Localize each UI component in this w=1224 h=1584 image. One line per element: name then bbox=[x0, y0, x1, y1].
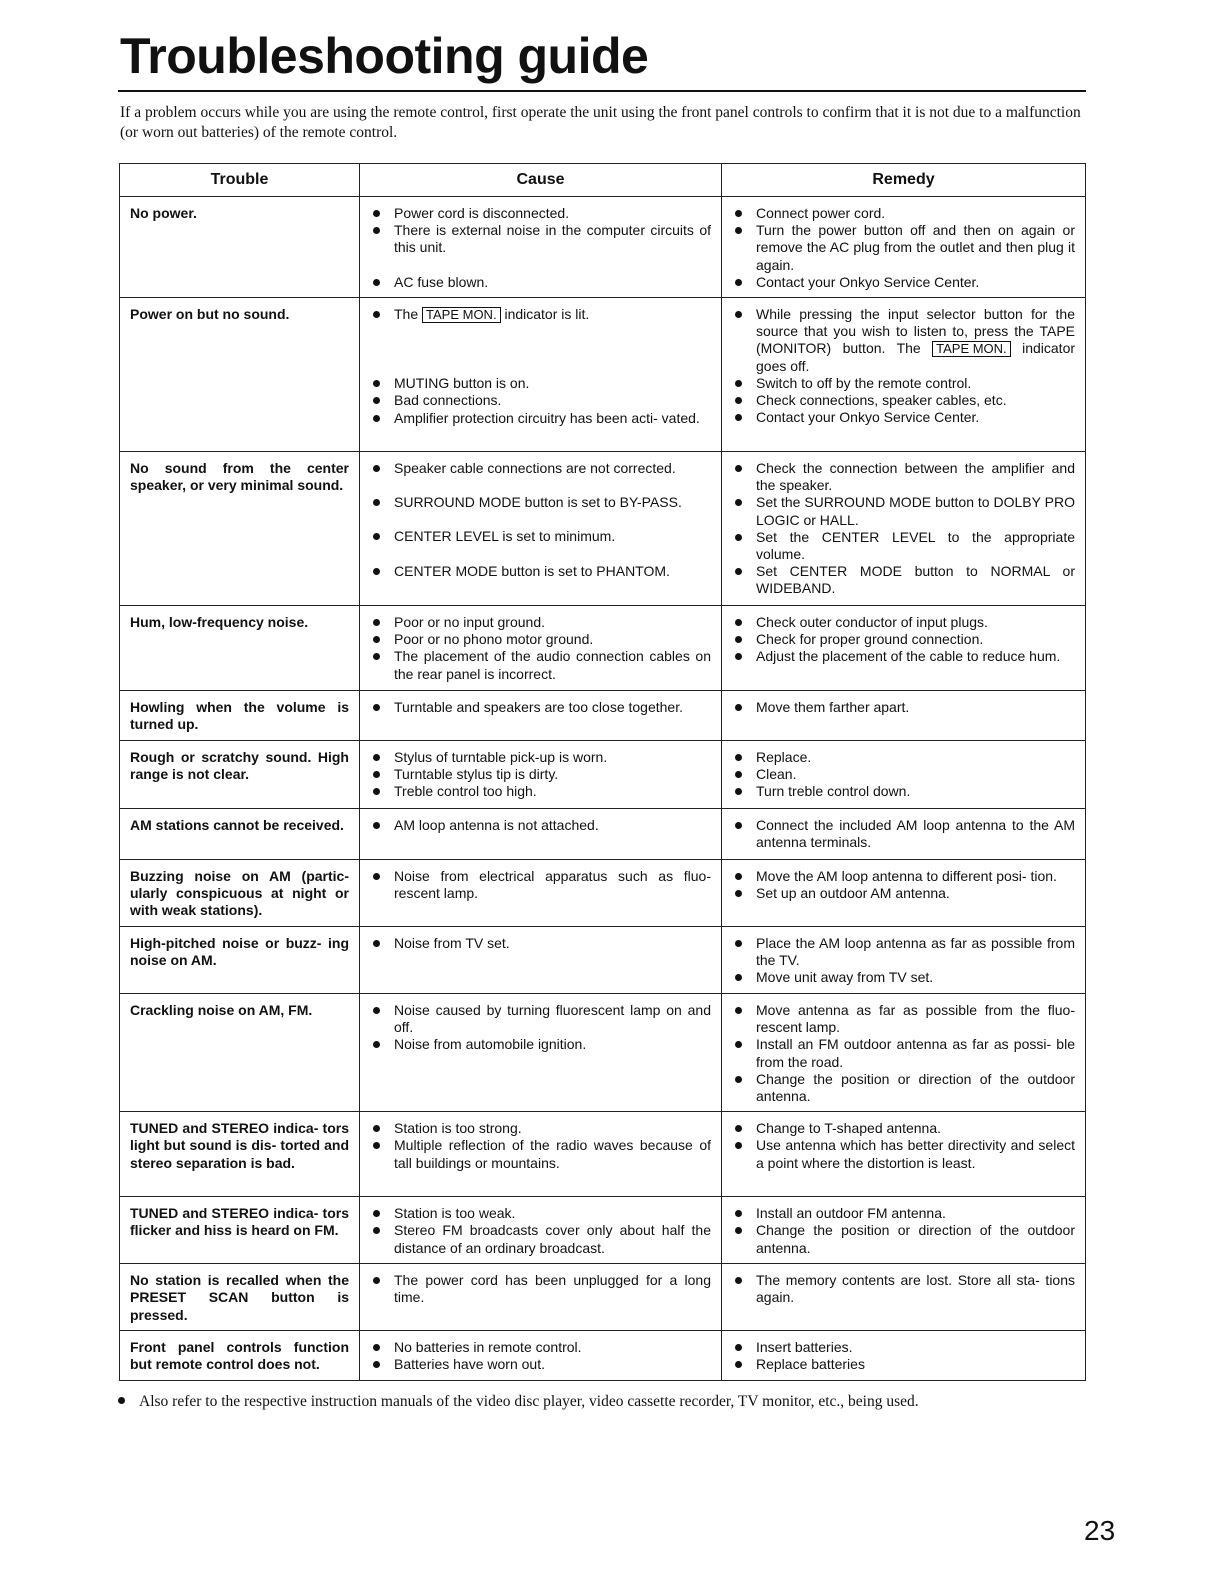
remedy-column-header: Remedy bbox=[722, 164, 1086, 197]
cause-text: indicator is lit. bbox=[504, 306, 590, 323]
trouble-cell: Buzzing noise on AM (partic- ularly conspicuous at night or with weak stations). bbox=[120, 860, 360, 927]
remedy-item: Check connections, speaker cables, etc. bbox=[732, 392, 1075, 409]
cause-cell bbox=[360, 606, 722, 691]
remedy-item: Replace. bbox=[732, 749, 1075, 766]
trouble-cell: TUNED and STEREO indica- tors flicker and hiss is heard on FM. bbox=[120, 1197, 360, 1264]
remedy-item: Check outer conductor of input plugs. bbox=[732, 614, 1075, 631]
remedy-cell bbox=[722, 809, 1086, 860]
remedy-item: Contact your Onkyo Service Center. bbox=[732, 274, 1075, 291]
remedy-item: Switch to off by the remote control. bbox=[732, 375, 1075, 392]
cause-item: Noise caused by turning fluorescent lamp on and off. bbox=[370, 1002, 711, 1036]
remedy-cell bbox=[722, 927, 1086, 994]
cause-cell bbox=[360, 197, 722, 298]
cause-item: The placement of the audio connection cables on the rear panel is incorrect. bbox=[370, 648, 711, 682]
tape-mon-indicator: TAPE MON. bbox=[422, 307, 501, 323]
cause-item: Poor or no input ground. bbox=[370, 614, 711, 631]
trouble-cell: Howling when the volume is turned up. bbox=[120, 691, 360, 741]
remedy-item: Change the position or direction of the outdoor antenna. bbox=[732, 1222, 1075, 1256]
remedy-item: Set the SURROUND MODE button to DOLBY PRO LOGIC or HALL. bbox=[732, 494, 1075, 528]
cause-item: No batteries in remote control. bbox=[370, 1339, 711, 1356]
remedy-item: Set up an outdoor AM antenna. bbox=[732, 885, 1075, 902]
cause-item: Turntable stylus tip is dirty. bbox=[370, 766, 711, 783]
remedy-item: Move antenna as far as possible from the fluo- rescent lamp. bbox=[732, 1002, 1075, 1036]
remedy-cell bbox=[722, 606, 1086, 691]
trouble-cell: Hum, low-frequency noise. bbox=[120, 606, 360, 691]
cause-item: AM loop antenna is not attached. bbox=[370, 817, 711, 834]
remedy-item: Adjust the placement of the cable to reduce hum. bbox=[732, 648, 1075, 665]
table-row bbox=[120, 1331, 1086, 1381]
table-row bbox=[120, 691, 1086, 741]
remedy-cell bbox=[722, 1331, 1086, 1381]
cause-cell bbox=[360, 927, 722, 994]
footer-note-text: Also refer to the respective instruction manuals of the video disc player, video cassette recorder, TV monitor, etc., being used. bbox=[139, 1393, 919, 1410]
cause-cell bbox=[360, 298, 722, 452]
trouble-cell: Front panel controls function but remote control does not. bbox=[120, 1331, 360, 1381]
trouble-cell: Rough or scratchy sound. High range is not clear. bbox=[120, 741, 360, 809]
cause-cell bbox=[360, 809, 722, 860]
table-row bbox=[120, 1264, 1086, 1331]
cause-item: Multiple reflection of the radio waves because of tall buildings or mountains. bbox=[370, 1137, 711, 1171]
remedy-item: Connect power cord. bbox=[732, 205, 1075, 222]
cause-item: Noise from electrical apparatus such as fluo- rescent lamp. bbox=[370, 868, 711, 902]
table-row bbox=[120, 927, 1086, 994]
cause-cell bbox=[360, 452, 722, 606]
footer-note bbox=[118, 1392, 919, 1412]
remedy-item: Insert batteries. bbox=[732, 1339, 1075, 1356]
table-row bbox=[120, 741, 1086, 809]
remedy-cell bbox=[722, 691, 1086, 741]
troubleshooting-table bbox=[119, 163, 1086, 1381]
title-rule bbox=[118, 90, 1086, 92]
remedy-item: Place the AM loop antenna as far as possible from the TV. bbox=[732, 935, 1075, 969]
remedy-suffix: indicator goes off. bbox=[756, 340, 1076, 374]
trouble-cell: No station is recalled when the PRESET SCAN button is pressed. bbox=[120, 1264, 360, 1331]
remedy-item: Turn the power button off and then on again or remove the AC plug from the outlet and then plug it again. bbox=[732, 222, 1075, 274]
remedy-item bbox=[732, 306, 1075, 375]
bullet-icon bbox=[118, 1397, 125, 1404]
cause-item: Speaker cable connections are not corrected. bbox=[370, 460, 711, 477]
remedy-item: Install an outdoor FM antenna. bbox=[732, 1205, 1075, 1222]
remedy-cell bbox=[722, 860, 1086, 927]
cause-item: There is external noise in the computer circuits of this unit. bbox=[370, 222, 711, 256]
trouble-cell: Power on but no sound. bbox=[120, 298, 360, 452]
remedy-text: While pressing the input selector button for the source that you wish to listen to, press the TAPE (MONITOR) button. The bbox=[756, 306, 1075, 357]
cause-item: Stereo FM broadcasts cover only about half the distance of an ordinary broadcast. bbox=[370, 1222, 711, 1256]
table-header-row bbox=[120, 164, 1086, 197]
cause-cell bbox=[360, 860, 722, 927]
remedy-item: Install an FM outdoor antenna as far as possi- ble from the road. bbox=[732, 1036, 1075, 1070]
remedy-item: Clean. bbox=[732, 766, 1075, 783]
table-row bbox=[120, 1112, 1086, 1197]
cause-cell bbox=[360, 691, 722, 741]
cause-item: Noise from TV set. bbox=[370, 935, 711, 952]
remedy-item: Contact your Onkyo Service Center. bbox=[732, 409, 1075, 426]
cause-item: Station is too weak. bbox=[370, 1205, 711, 1222]
remedy-cell bbox=[722, 1197, 1086, 1264]
cause-item: Station is too strong. bbox=[370, 1120, 711, 1137]
cause-cell bbox=[360, 1197, 722, 1264]
remedy-item: Move unit away from TV set. bbox=[732, 969, 1075, 986]
cause-item: MUTING button is on. bbox=[370, 375, 711, 392]
remedy-item: Move the AM loop antenna to different posi- tion. bbox=[732, 868, 1075, 885]
remedy-item: Connect the included AM loop antenna to the AM antenna terminals. bbox=[732, 817, 1075, 851]
table-row bbox=[120, 606, 1086, 691]
remedy-item: Check the connection between the amplifier and the speaker. bbox=[732, 460, 1075, 494]
trouble-cell: Crackling noise on AM, FM. bbox=[120, 994, 360, 1112]
page-title: Troubleshooting guide bbox=[120, 28, 649, 84]
table-row bbox=[120, 860, 1086, 927]
table-row bbox=[120, 1197, 1086, 1264]
trouble-column-header: Trouble bbox=[120, 164, 360, 197]
remedy-item: The memory contents are lost. Store all sta- tions again. bbox=[732, 1272, 1075, 1306]
remedy-item: Replace batteries bbox=[732, 1356, 1075, 1373]
table-row bbox=[120, 994, 1086, 1112]
cause-item: Batteries have worn out. bbox=[370, 1356, 711, 1373]
intro-paragraph: If a problem occurs while you are using the remote control, first operate the unit using the front panel controls to confirm that it is not due to a malfunction (or worn out batteries) of the remote control. bbox=[120, 104, 1081, 141]
cause-item: CENTER LEVEL is set to minimum. bbox=[370, 528, 711, 545]
cause-cell bbox=[360, 1264, 722, 1331]
cause-item: Poor or no phono motor ground. bbox=[370, 631, 711, 648]
table-row bbox=[120, 809, 1086, 860]
cause-item: SURROUND MODE button is set to BY-PASS. bbox=[370, 494, 711, 511]
remedy-cell bbox=[722, 298, 1086, 452]
cause-cell bbox=[360, 1112, 722, 1197]
cause-item: AC fuse blown. bbox=[370, 274, 711, 291]
remedy-cell bbox=[722, 452, 1086, 606]
trouble-cell: High-pitched noise or buzz- ing noise on AM. bbox=[120, 927, 360, 994]
tape-mon-indicator: TAPE MON. bbox=[932, 341, 1011, 357]
trouble-cell: No power. bbox=[120, 197, 360, 298]
cause-item: Treble control too high. bbox=[370, 783, 711, 800]
cause-item: Power cord is disconnected. bbox=[370, 205, 711, 222]
cause-item: The power cord has been unplugged for a long time. bbox=[370, 1272, 711, 1306]
cause-item: Noise from automobile ignition. bbox=[370, 1036, 711, 1053]
remedy-item: Change to T-shaped antenna. bbox=[732, 1120, 1075, 1137]
remedy-cell bbox=[722, 994, 1086, 1112]
remedy-cell bbox=[722, 1112, 1086, 1197]
remedy-cell bbox=[722, 741, 1086, 809]
cause-item: Amplifier protection circuitry has been acti- vated. bbox=[370, 410, 711, 427]
cause-item bbox=[370, 306, 711, 323]
table-row bbox=[120, 298, 1086, 452]
cause-cell bbox=[360, 994, 722, 1112]
table-row bbox=[120, 197, 1086, 298]
remedy-item: Change the position or direction of the outdoor antenna. bbox=[732, 1071, 1075, 1105]
remedy-item: Check for proper ground connection. bbox=[732, 631, 1075, 648]
remedy-cell bbox=[722, 197, 1086, 298]
trouble-cell: No sound from the center speaker, or very minimal sound. bbox=[120, 452, 360, 606]
trouble-cell: AM stations cannot be received. bbox=[120, 809, 360, 860]
cause-item: Bad connections. bbox=[370, 392, 711, 409]
remedy-item: Set the CENTER LEVEL to the appropriate volume. bbox=[732, 529, 1075, 563]
cause-item: Stylus of turntable pick-up is worn. bbox=[370, 749, 711, 766]
remedy-item: Use antenna which has better directivity and select a point where the distortion is least. bbox=[732, 1137, 1075, 1171]
remedy-item: Set CENTER MODE button to NORMAL or WIDEBAND. bbox=[732, 563, 1075, 597]
remedy-item: Move them farther apart. bbox=[732, 699, 1075, 716]
cause-cell bbox=[360, 741, 722, 809]
page-number: 23 bbox=[1084, 1515, 1116, 1546]
cause-item: CENTER MODE button is set to PHANTOM. bbox=[370, 563, 711, 580]
cause-prefix: The bbox=[394, 306, 419, 323]
trouble-cell: TUNED and STEREO indica- tors light but sound is dis- torted and stereo separation is bad. bbox=[120, 1112, 360, 1197]
cause-item: Turntable and speakers are too close together. bbox=[370, 699, 711, 716]
table-row bbox=[120, 452, 1086, 606]
remedy-item: Turn treble control down. bbox=[732, 783, 1075, 800]
cause-cell bbox=[360, 1331, 722, 1381]
cause-column-header: Cause bbox=[360, 164, 722, 197]
remedy-cell bbox=[722, 1264, 1086, 1331]
